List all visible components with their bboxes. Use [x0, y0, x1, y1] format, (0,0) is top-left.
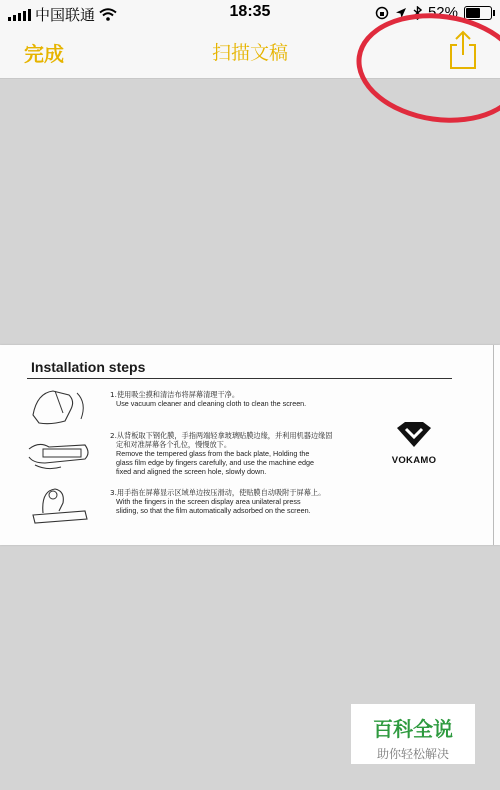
page-title: 扫描文稿: [211, 42, 288, 64]
orientation-lock-icon: [375, 6, 389, 20]
brand-name: VOKAMO: [391, 455, 437, 466]
location-icon: [395, 7, 407, 19]
status-bar: [0, 0, 500, 26]
press-illustration: [25, 483, 95, 525]
carrier-label: 中国联通: [35, 7, 96, 24]
bluetooth-icon: [413, 6, 422, 20]
placement-illustration: [25, 431, 95, 473]
watermark: [351, 704, 475, 764]
share-icon: [446, 30, 480, 70]
vokamo-logo-icon: [395, 420, 433, 448]
done-button[interactable]: 完成: [24, 38, 64, 67]
divider: [27, 378, 452, 379]
cleaning-illustration: [25, 385, 95, 427]
scan-edge: [493, 345, 494, 545]
battery-icon: [464, 6, 492, 20]
step-1: 1.使用吸尘摸和清洁布将屏幕清理干净。 Use vacuum cleaner and cleaning cloth to clean the screen.: [110, 390, 307, 408]
scanned-document: [0, 345, 500, 545]
watermark-title: 百科全说: [373, 717, 453, 741]
step-2: 2.从背板取下钢化膜，手指两端轻拿玻璃贴膜边缘，并利用机器边缘固 定和对准屏幕各个孔位，慢慢放下。 Remove the tempered glass from the back plate, Holding the glass film edge by fingers carefully, and use the machine edge fixed and aligned the screen hole, slowly down.: [110, 431, 333, 476]
battery-percent: 52%: [427, 4, 458, 21]
share-button[interactable]: [446, 30, 480, 70]
scan-title: Installation steps: [31, 359, 146, 375]
vokamo-logo: [382, 420, 446, 466]
navigation-bar: [0, 0, 500, 79]
watermark-subtitle: 助你轻松解决: [376, 747, 449, 761]
step-3: 3.用手指在屏幕显示区域单边按压滑动，使贴膜自动吸附于屏幕上。 With the fingers in the screen display area unilateral press sliding, so that the film automatically adsorbed on the screen.: [110, 488, 326, 515]
clock: 18:35: [229, 3, 271, 20]
